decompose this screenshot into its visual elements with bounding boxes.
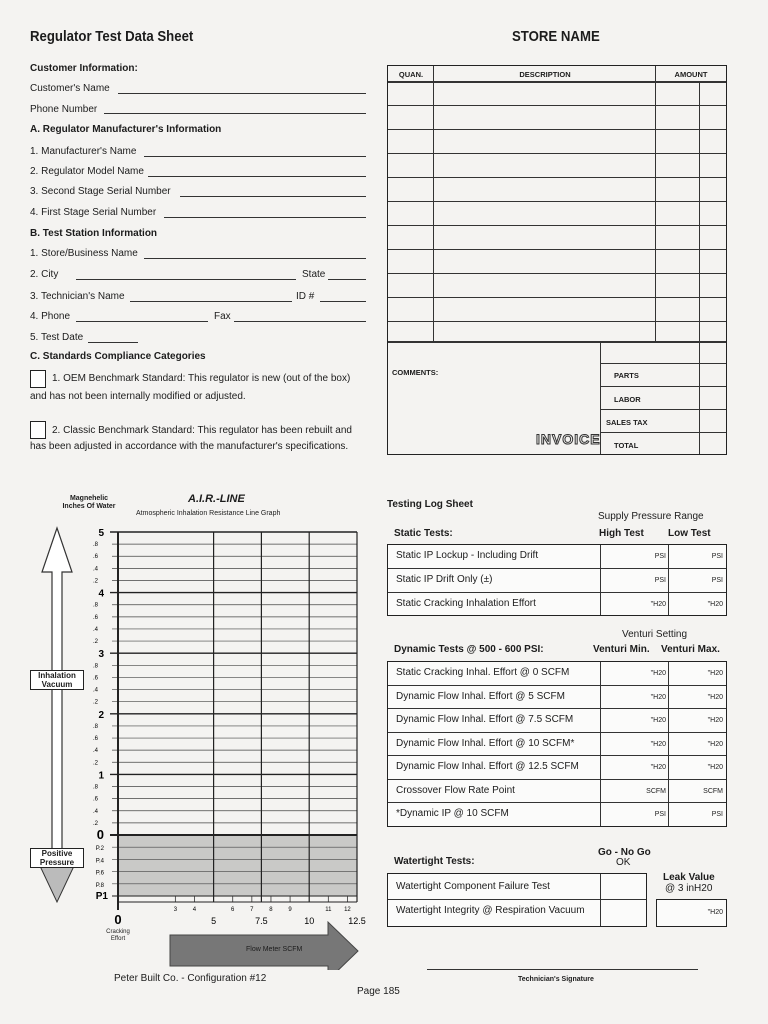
row-label: Static IP Lockup - Including Drift	[396, 550, 539, 561]
section-b-heading: B. Test Station Information	[30, 228, 158, 239]
y-minor-tick-label: .6	[92, 736, 98, 743]
y-minor-tick-label: .4	[92, 626, 98, 633]
section-c-heading: C. Standards Compliance Categories	[30, 351, 206, 362]
y-major-tick-label: 2	[98, 709, 104, 721]
high-test-input[interactable]	[600, 545, 669, 568]
invoice-col-description: DESCRIPTION	[519, 70, 571, 79]
unit-label: "H20	[707, 764, 723, 771]
invoice-sales-tax-label: SALES TAX	[606, 418, 648, 427]
y-minor-tick-label: .8	[92, 602, 98, 609]
unit-label: "H20	[650, 717, 666, 724]
x-major-tick-label: 12.5	[348, 916, 366, 926]
y-minor-tick-label: .2	[92, 699, 98, 706]
page-title: Regulator Test Data Sheet	[30, 28, 194, 45]
table-row	[388, 662, 726, 686]
invoice-stamp: INVOICE	[536, 431, 601, 447]
positive-tick-label: P.8	[95, 882, 104, 889]
static-tests-heading: Static Tests:	[394, 528, 453, 539]
venturi-max-input[interactable]	[668, 709, 726, 732]
leak-value-heading: Leak Value	[663, 872, 715, 883]
high-test-input[interactable]	[600, 569, 669, 592]
positive-tick-label: P.6	[95, 870, 104, 877]
venturi-setting: Venturi Setting	[622, 629, 688, 640]
invoice-labor-label: LABOR	[614, 395, 641, 404]
chart-ylabel: Magnehelic Inches Of Water	[62, 495, 116, 510]
oem-checkbox[interactable]	[30, 370, 46, 388]
table-row	[388, 874, 646, 900]
y-minor-tick-label: .8	[92, 663, 98, 670]
dynamic-tests-table	[387, 661, 727, 827]
second-stage-label: 3. Second Stage Serial Number	[30, 186, 171, 197]
store-business-field[interactable]	[144, 258, 366, 259]
x-major-tick-label: 0	[114, 912, 122, 927]
testing-log-heading: Testing Log Sheet	[387, 499, 473, 510]
low-test-input[interactable]	[668, 569, 726, 592]
unit-label: "H20	[650, 741, 666, 748]
venturi-max-input[interactable]	[668, 803, 726, 826]
table-row	[388, 900, 646, 926]
table-row	[388, 803, 726, 826]
y-minor-tick-label: .8	[92, 542, 98, 549]
customer-heading: Customer Information:	[30, 63, 138, 74]
high-test-heading: High Test	[599, 528, 644, 539]
y-minor-tick-label: .6	[92, 554, 98, 561]
first-stage-label: 4. First Stage Serial Number	[30, 207, 157, 218]
classic-text: 2. Classic Benchmark Standard: This regulator has been rebuilt and	[52, 425, 352, 436]
technician-label: 3. Technician's Name	[30, 291, 125, 302]
go-nogo-input[interactable]	[600, 900, 646, 926]
row-label: Static Cracking Inhal. Effort @ 0 SCFM	[396, 667, 570, 678]
y-minor-tick-label: .6	[92, 614, 98, 621]
invoice-comments-label: COMMENTS:	[392, 368, 439, 377]
y-minor-tick-label: .8	[92, 723, 98, 730]
signature-label: Technician's Signature	[518, 976, 594, 983]
manufacturer-label: 1. Manufacturer's Name	[30, 146, 137, 157]
city-label: 2. City	[30, 269, 59, 280]
invoice-total-label: TOTAL	[614, 441, 639, 450]
invoice-box	[387, 65, 727, 455]
page-number: Page 185	[357, 986, 400, 997]
invoice-col-amount: AMOUNT	[674, 70, 708, 79]
fax-field[interactable]	[234, 321, 366, 322]
y-minor-tick-label: .8	[92, 784, 98, 791]
venturi-max-input[interactable]	[668, 780, 726, 802]
row-label: Dynamic Flow Inhal. Effort @ 5 SCFM	[396, 691, 565, 702]
y-minor-tick-label: .4	[92, 687, 98, 694]
unit-label: PSI	[654, 577, 666, 584]
id-field[interactable]	[320, 301, 366, 302]
table-row	[388, 733, 726, 756]
customer-name-label: Customer's Name	[30, 83, 110, 94]
chart-subtitle: Atmospheric Inhalation Resistance Line Graph	[136, 510, 281, 517]
row-label: Watertight Component Failure Test	[396, 881, 550, 892]
y-major-tick-label: 0	[96, 827, 104, 842]
row-label: *Dynamic IP @ 10 SCFM	[396, 808, 509, 819]
state-field[interactable]	[328, 279, 366, 280]
fax-label: Fax	[214, 311, 231, 322]
y-minor-tick-label: .4	[92, 566, 98, 573]
table-row	[388, 593, 726, 615]
phone-number-field[interactable]	[104, 113, 366, 114]
leak-value-input[interactable]	[656, 899, 727, 927]
phone-label: 4. Phone	[30, 311, 71, 322]
positive-tick-label: P.4	[95, 858, 104, 865]
watertight-table	[387, 873, 647, 927]
table-row	[388, 780, 726, 803]
unit-label: PSI	[654, 553, 666, 560]
venturi-min-input[interactable]	[600, 803, 669, 826]
row-label: Watertight Integrity @ Respiration Vacuum	[396, 905, 585, 916]
venturi-max-input[interactable]	[668, 686, 726, 708]
invoice-parts-label: PARTS	[614, 371, 639, 380]
section-a-heading: A. Regulator Manufacturer's Information	[30, 124, 222, 135]
unit-label: PSI	[711, 811, 723, 818]
x-minor-tick-label: 6	[231, 907, 235, 913]
x-minor-tick-label: 7	[250, 907, 254, 913]
classic-checkbox[interactable]	[30, 421, 46, 439]
venturi-max-heading: Venturi Max.	[661, 644, 720, 655]
static-tests-table	[387, 544, 727, 616]
test-date-field[interactable]	[88, 342, 138, 343]
positive-tick-label: P.2	[95, 846, 104, 853]
x-minor-tick-label: 4	[192, 907, 197, 913]
unit-label: "H20	[650, 601, 666, 608]
store-business-label: 1. Store/Business Name	[30, 248, 138, 259]
unit-label: "H20	[707, 909, 723, 916]
venturi-min-input[interactable]	[600, 709, 669, 732]
unit-label: "H20	[707, 670, 723, 677]
y-major-tick-label: 5	[98, 528, 104, 539]
venturi-min-input[interactable]	[600, 756, 669, 779]
y-minor-tick-label: .2	[92, 760, 98, 767]
classic-text-2: has been adjusted in accordance with the manufacturer's specifications.	[30, 441, 349, 452]
y-major-tick-label: 1	[98, 770, 104, 782]
supply-pressure-range: Supply Pressure Range	[598, 511, 704, 522]
table-row	[388, 686, 726, 709]
y-minor-tick-label: .2	[92, 578, 98, 585]
row-label: Static Cracking Inhalation Effort	[396, 598, 536, 609]
table-row	[388, 709, 726, 733]
x-minor-tick-label: 9	[288, 907, 292, 913]
second-stage-field[interactable]	[180, 196, 366, 197]
watertight-heading: Watertight Tests:	[394, 856, 475, 867]
low-test-heading: Low Test	[668, 528, 711, 539]
customer-name-field[interactable]	[118, 93, 366, 94]
venturi-min-input[interactable]	[600, 662, 669, 685]
venturi-max-input[interactable]	[668, 662, 726, 685]
unit-label: SCFM	[703, 788, 723, 795]
y-minor-tick-label: .4	[92, 748, 98, 755]
air-line-chart	[0, 520, 380, 970]
technician-field[interactable]	[130, 301, 292, 302]
footer-company: Peter Built Co. - Configuration #12	[114, 973, 267, 984]
first-stage-field[interactable]	[164, 217, 366, 218]
venturi-min-heading: Venturi Min.	[593, 644, 650, 655]
ok-label: OK	[616, 857, 631, 868]
positive-pressure-label: Positive Pressure	[30, 848, 84, 868]
row-label: Dynamic Flow Inhal. Effort @ 7.5 SCFM	[396, 714, 574, 725]
x-major-tick-label: 7.5	[255, 916, 268, 926]
venturi-min-input[interactable]	[600, 733, 669, 755]
state-label: State	[302, 269, 326, 280]
x-minor-tick-label: 11	[325, 907, 332, 913]
unit-label: SCFM	[646, 788, 666, 795]
unit-label: "H20	[707, 601, 723, 608]
high-test-input[interactable]	[600, 593, 669, 615]
chart-xlabel: Flow Meter SCFM	[246, 946, 303, 953]
dynamic-tests-heading: Dynamic Tests @ 500 - 600 PSI:	[394, 644, 544, 655]
phone-field[interactable]	[76, 321, 208, 322]
venturi-min-input[interactable]	[600, 686, 669, 708]
x-minor-tick-label: 12	[344, 907, 351, 913]
unit-label: "H20	[650, 694, 666, 701]
go-nogo-heading: Go - No Go	[598, 847, 651, 858]
y-major-tick-label: 3	[98, 649, 104, 661]
unit-label: PSI	[654, 811, 666, 818]
unit-label: "H20	[707, 741, 723, 748]
unit-label: PSI	[711, 577, 723, 584]
inhalation-vacuum-label: Inhalation Vacuum	[30, 670, 84, 690]
venturi-max-input[interactable]	[668, 733, 726, 755]
store-name: STORE NAME	[512, 28, 600, 45]
low-test-input[interactable]	[668, 593, 726, 615]
city-field[interactable]	[76, 279, 296, 280]
table-row	[388, 569, 726, 593]
x-major-tick-label: 5	[211, 916, 217, 926]
positive-tick-label: P1	[95, 891, 108, 902]
y-minor-tick-label: .6	[92, 675, 98, 682]
y-minor-tick-label: .2	[92, 639, 98, 646]
unit-label: "H20	[650, 670, 666, 677]
x-minor-tick-label: 3	[173, 907, 178, 913]
invoice-col-quan: QUAN.	[398, 70, 424, 79]
x-major-tick-label: 10	[304, 916, 315, 926]
chart-title: A.I.R.-LINE	[188, 493, 245, 505]
test-date-label: 5. Test Date	[30, 332, 84, 343]
manufacturer-field[interactable]	[144, 156, 366, 157]
x-minor-tick-label: 8	[269, 907, 273, 913]
venturi-min-input[interactable]	[600, 780, 669, 802]
id-label: ID #	[296, 291, 315, 302]
unit-label: PSI	[711, 553, 723, 560]
table-row	[388, 545, 726, 569]
cracking-effort-label: Cracking Effort	[106, 929, 130, 942]
row-label: Dynamic Flow Inhal. Effort @ 12.5 SCFM	[396, 761, 579, 772]
table-row	[388, 756, 726, 780]
unit-label: "H20	[707, 717, 723, 724]
oem-text-2: and has not been internally modified or adjusted.	[30, 391, 246, 402]
row-label: Static IP Drift Only (±)	[396, 574, 493, 585]
model-field[interactable]	[148, 176, 366, 177]
signature-line[interactable]	[427, 969, 698, 970]
row-label: Crossover Flow Rate Point	[396, 785, 515, 796]
positive-pressure-region	[118, 835, 357, 896]
unit-label: "H20	[650, 764, 666, 771]
inhalation-arrow-icon	[42, 528, 72, 878]
venturi-max-input[interactable]	[668, 756, 726, 779]
y-minor-tick-label: .2	[92, 820, 98, 827]
y-minor-tick-label: .6	[92, 796, 98, 803]
go-nogo-input[interactable]	[600, 874, 646, 899]
low-test-input[interactable]	[668, 545, 726, 568]
leak-at-label: @ 3 inH20	[665, 883, 713, 894]
y-minor-tick-label: .4	[92, 808, 98, 815]
model-label: 2. Regulator Model Name	[30, 166, 144, 177]
oem-text: 1. OEM Benchmark Standard: This regulator is new (out of the box)	[52, 373, 351, 384]
phone-number-label: Phone Number	[30, 104, 98, 115]
y-major-tick-label: 4	[98, 588, 104, 600]
row-label: Dynamic Flow Inhal. Effort @ 10 SCFM*	[396, 738, 575, 749]
unit-label: "H20	[707, 694, 723, 701]
